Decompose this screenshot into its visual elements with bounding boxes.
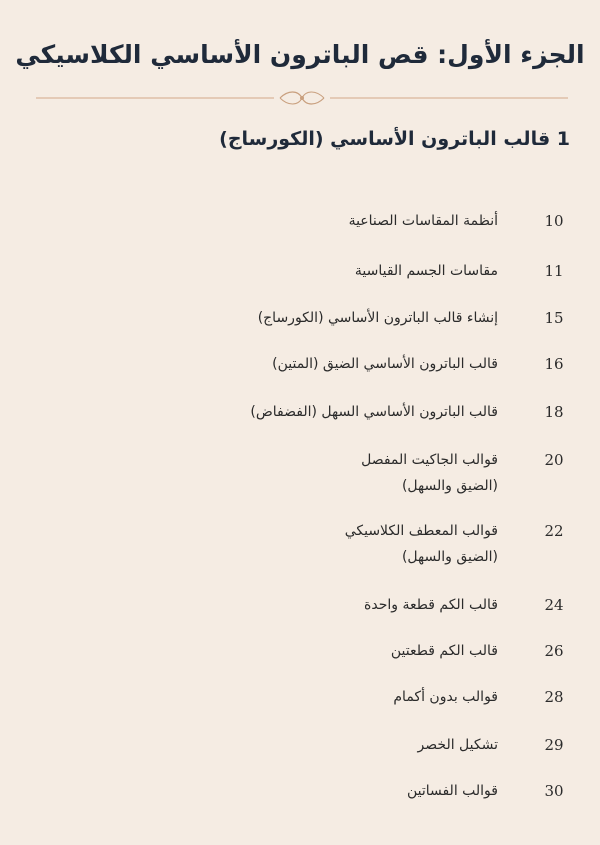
- part-title: الجزء الأول: قص الباترون الأساسي الكلاسيكي: [15, 40, 585, 69]
- toc-entry-page-number: 10: [544, 212, 564, 230]
- toc-entry-page-number: 26: [544, 642, 564, 660]
- toc-entry-label: قوالب بدون أكمام: [393, 689, 498, 705]
- toc-entry-label: قوالب المعطف الكلاسيكي (الضيق والسهل): [344, 523, 498, 565]
- toc-entry-label: قوالب الفساتين: [406, 783, 498, 799]
- toc-entry[interactable]: [50, 518, 570, 578]
- toc-entry[interactable]: [50, 778, 570, 838]
- toc-entry-label: قالب الباترون الأساسي السهل (الفضفاض): [250, 404, 498, 420]
- toc-entry-page-number: 11: [544, 262, 564, 280]
- toc-entry[interactable]: [50, 447, 570, 507]
- toc-entry-page-number: 29: [544, 736, 564, 754]
- toc-entry-page-number: 16: [544, 355, 564, 373]
- toc-entry-label: إنشاء قالب الباترون الأساسي (الكورساج): [257, 310, 498, 326]
- toc-entry-label: قالب الكم قطعتين: [390, 643, 498, 659]
- toc-entry-page-number: 15: [544, 309, 564, 327]
- toc-entry-page-number: 30: [544, 782, 564, 800]
- toc-entry-page-number: 18: [544, 403, 564, 421]
- toc-entry-label: أنظمة المقاسات الصناعية: [348, 213, 498, 229]
- chapter-heading: 1 قالب الباترون الأساسي (الكورساج): [219, 128, 570, 150]
- toc-entry-label: تشكيل الخصر: [417, 737, 498, 753]
- toc-entry-label: قالب الباترون الأساسي الضيق (المتين): [272, 356, 498, 372]
- toc-entry-page-number: 20: [544, 451, 564, 469]
- toc-entry-label: قوالب الجاكيت المفصل (الضيق والسهل): [361, 452, 498, 494]
- toc-entry-label: مقاسات الجسم القياسية: [354, 263, 498, 279]
- toc-entry-label: قالب الكم قطعة واحدة: [364, 597, 498, 613]
- toc-entry-page-number: 28: [544, 688, 564, 706]
- toc-entry-page-number: 22: [544, 522, 564, 540]
- toc-entry-page-number: 24: [544, 596, 564, 614]
